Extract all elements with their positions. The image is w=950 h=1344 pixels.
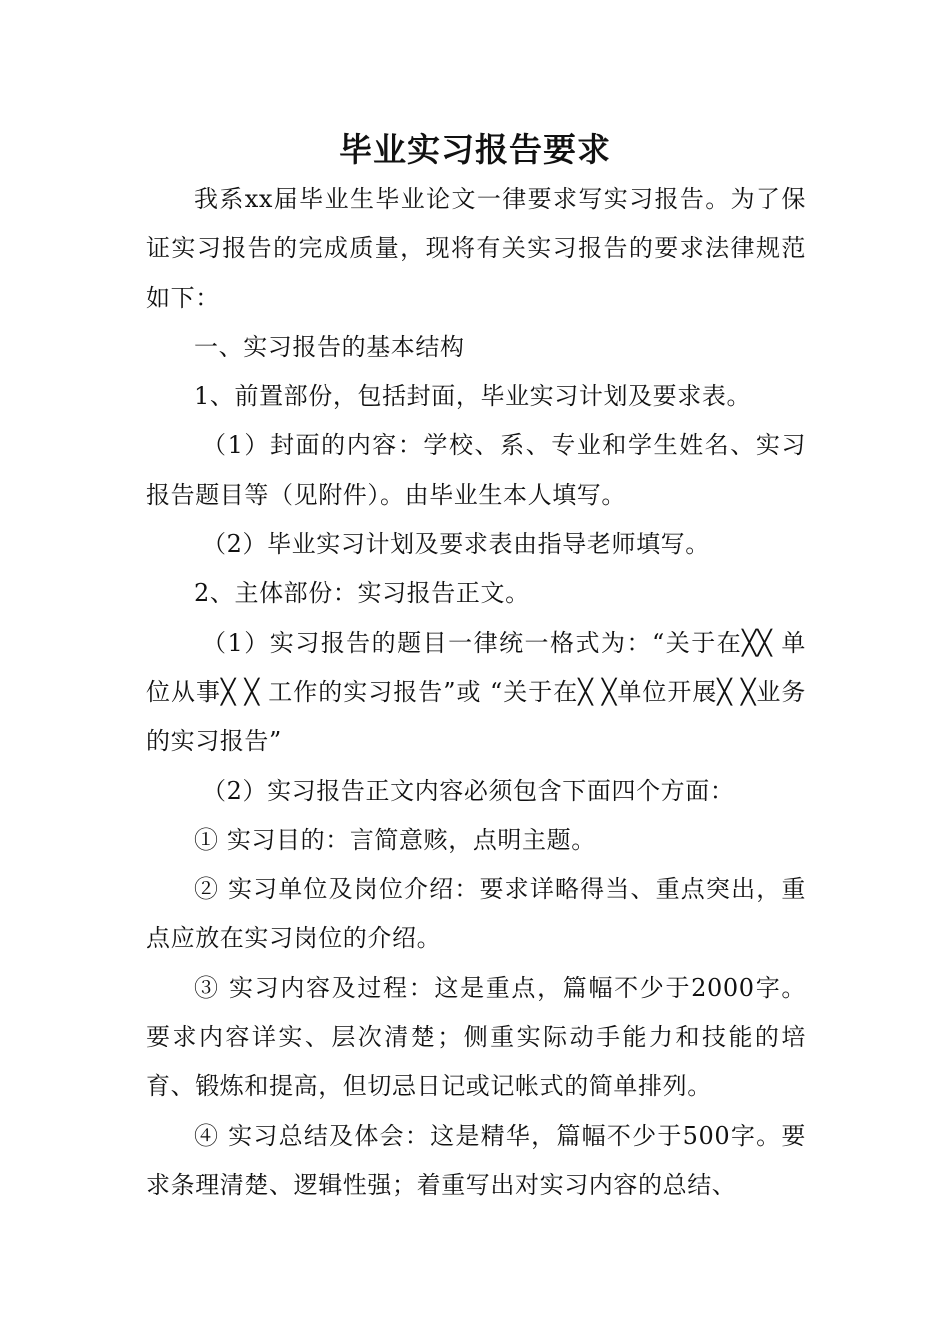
item-cover-content: （1）封面的内容：学校、系、专业和学生姓名、实习报告题目等（见附件）。由毕业生本人填写。 [146,431,806,509]
aspect-unit-intro: ② 实习单位及岗位介绍：要求详略得当、重点突出，重点应放在实习岗位的介绍。 [146,875,806,953]
intro-paragraph: 我系xx届毕业生毕业论文一律要求写实习报告。为了保证实习报告的完成质量，现将有关实习报告的要求法律规范如下： [146,185,806,312]
item-plan-table: （2）毕业实习计划及要求表由指导老师填写。 [202,530,710,559]
aspect-content-process: ③ 实习内容及过程：这是重点，篇幅不少于2000字。要求内容详实、层次清楚；侧重实际动手能力和技能的培育、锻炼和提高，但切忌日记或记帐式的简单排列。 [146,973,806,1101]
section-heading-structure: 一、实习报告的基本结构 [194,332,465,361]
document-body [146,175,806,1210]
item-front-matter: 1、前置部份，包括封面，毕业实习计划及要求表。 [194,382,752,411]
aspect-summary: ④ 实习总结及体会：这是精华，篇幅不少于500字。要求条理清楚、逻辑性强；着重写出对实习内容的总结、 [146,1121,806,1199]
document-title: 毕业实习报告要求 [339,130,611,169]
item-main-body: 2、主体部份：实习报告正文。 [194,579,530,608]
item-content-aspects: （2）实习报告正文内容必须包含下面四个方面： [202,776,735,805]
item-title-format: （1）实习报告的题目一律统一格式为：“关于在╳╳ 单位从事╳ ╳ 工作的实习报告”或 “关于在╳ ╳单位开展╳ ╳业务的实习报告” [146,628,806,756]
aspect-purpose: ① 实习目的：言简意赅，点明主题。 [194,825,596,854]
